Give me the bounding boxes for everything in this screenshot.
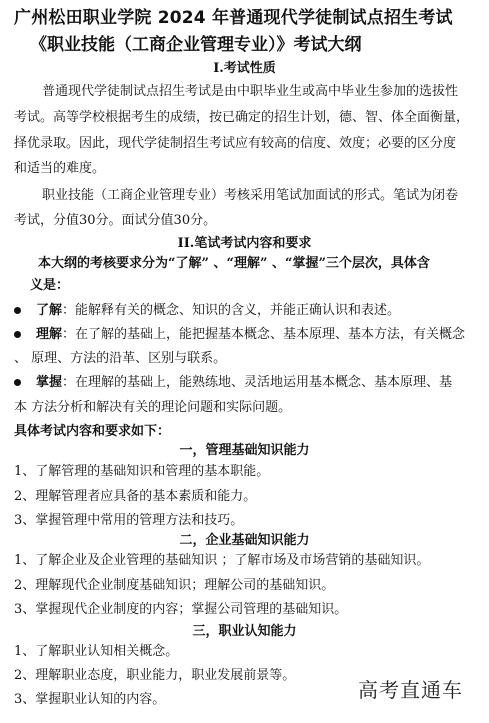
part-1-item-3: 3、掌握管理中常用的管理方法和技巧。 <box>14 513 244 528</box>
content-heading: 具体考试内容和要求如下： <box>14 424 171 439</box>
intro-line2: 义是： <box>30 278 70 293</box>
intro-line1: 本大纲的考核要求分为“了解” 、“理解” 、“掌握”三个层次，具体含 <box>38 256 430 271</box>
part-3-item-3: 3、掌握职业认知的内容。 <box>14 692 166 707</box>
level-2-term: 理解 <box>36 327 63 342</box>
level-2 <box>36 327 465 343</box>
level-2-text: ：在了解的基础上，能把握基本概念、基本原理、基本方法，有关概念 <box>62 327 466 342</box>
level-3-text-cont: 本 方法分析和解决有关的理论问题和实际问题。 <box>14 400 292 415</box>
bullet-icon <box>14 379 21 386</box>
part-2-item-2: 2、理解现代企业制度基础知识；理解公司的基础知识。 <box>14 578 335 593</box>
part-2-item-1: 1、了解企业及企业管理的基础知识 ；了解市场及市场营销的基础知识。 <box>14 553 430 568</box>
level-3-text: ：在理解的基础上，能熟练地、灵活地运用基本概念、基本原理、基 <box>62 375 453 390</box>
part-1-item-2: 2、理解管理者应具备的基本素质和能力。 <box>14 489 257 504</box>
title-line-2: 《职业技能（工商企业管理专业）》考试大纲 <box>30 35 362 55</box>
part-1-item-1: 1、了解管理的基础知识和管理的基本职能。 <box>14 464 270 479</box>
bullet-icon <box>14 331 21 338</box>
title-line-1: 广州松田职业学院 2024 年普通现代学徒制试点招生考试 <box>14 8 453 28</box>
part-3-heading: 三，职业认知能力 <box>192 624 297 639</box>
bullet-icon <box>14 307 21 314</box>
watermark-text: 高考直通车 <box>358 678 463 702</box>
part-2-heading: 二，企业基础知识能力 <box>179 533 310 548</box>
part-3-item-1: 1、了解职业认知相关概念。 <box>14 644 179 659</box>
level-3-term: 掌握 <box>36 375 63 390</box>
part-1-heading: 一，管理基础知识能力 <box>179 443 310 458</box>
level-2-text-cont: 、 原理、方法的沿革、区别与联系。 <box>14 351 227 366</box>
level-1-term: 了解 <box>36 303 63 318</box>
para1-line4: 和适当的难度。 <box>14 161 106 176</box>
para1-line3: 择优录取。因此，现代学徒制招生考试应有较高的信度、效度；必要的区分度 <box>14 136 457 151</box>
section-1-heading: I.考试性质 <box>213 61 276 76</box>
level-3 <box>36 375 452 391</box>
level-1 <box>36 303 400 319</box>
para2-line2: 考试，分值30分。面试分值30分。 <box>14 213 217 228</box>
para2-line1: 职业技能（工商企业管理专业）考核采用笔试加面试的形式。笔试为闭卷 <box>42 188 459 203</box>
para1-line1: 普通现代学徒制试点招生考试是由中职毕业生或高中毕业生参加的选拔性 <box>42 84 459 99</box>
level-1-text: ：能解释有关的概念、知识的含义，并能正确认识和表述。 <box>62 303 401 318</box>
part-3-item-2: 2、理解职业态度，职业能力，职业发展前景等。 <box>14 668 296 683</box>
para1-line2: 考试。高等学校根据考生的成绩，按已确定的招生计划，德、智、体全面衡量， <box>14 110 470 125</box>
section-2-heading: II.笔试考试内容和要求 <box>177 236 312 251</box>
part-2-item-3: 3、掌握现代企业制度的内容；掌握公司管理的基础知识。 <box>14 602 348 617</box>
